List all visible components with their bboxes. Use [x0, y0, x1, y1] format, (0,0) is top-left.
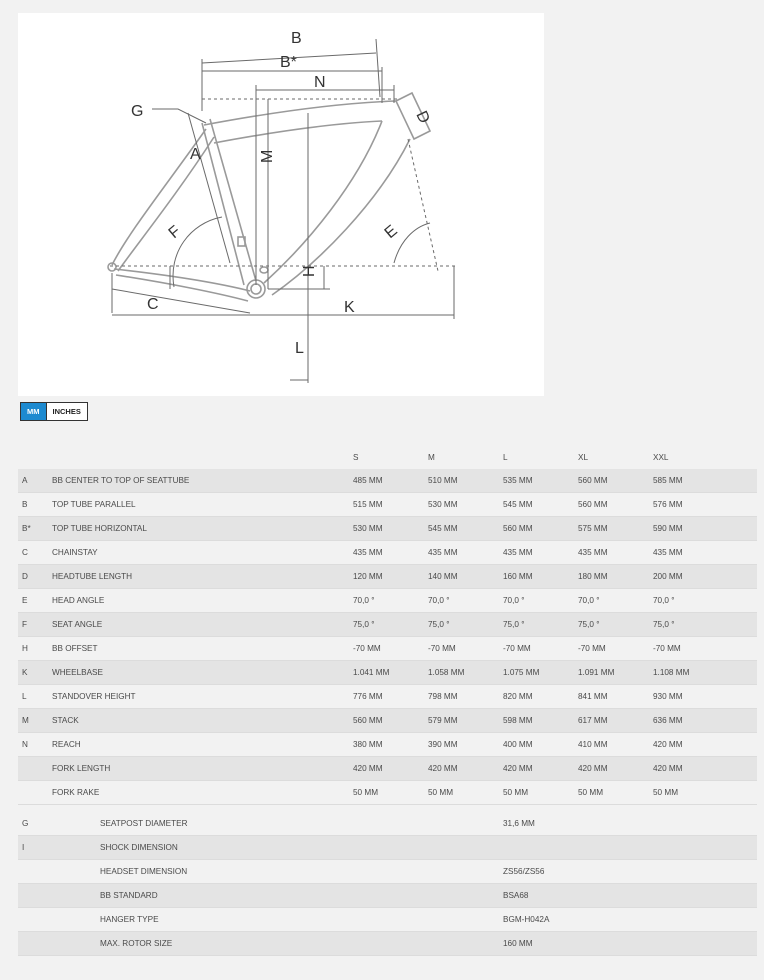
unit-toggle[interactable]	[20, 402, 88, 421]
spec-name: SEATPOST DIAMETER	[100, 819, 188, 828]
row-value: 50 MM	[578, 788, 604, 797]
label-k: K	[344, 299, 355, 316]
row-value: 617 MM	[578, 716, 608, 725]
row-value: 420 MM	[503, 764, 533, 773]
row-value: 576 MM	[653, 500, 683, 509]
row-value: 579 MM	[428, 716, 458, 725]
spec-value: BSA68	[503, 891, 529, 900]
row-value: 50 MM	[428, 788, 454, 797]
table-row	[18, 661, 757, 685]
dim-c-line	[112, 289, 250, 313]
table-row	[18, 517, 757, 541]
row-code: C	[22, 548, 28, 557]
row-value: 560 MM	[578, 476, 608, 485]
g-leader	[152, 109, 206, 123]
row-value: 636 MM	[653, 716, 683, 725]
row-value: 390 MM	[428, 740, 458, 749]
row-value: -70 MM	[653, 644, 681, 653]
spec-value: BGM-H042A	[503, 915, 550, 924]
row-value: 70,0 °	[503, 596, 525, 605]
label-m: M	[259, 149, 276, 163]
spec-name: SHOCK DIMENSION	[100, 843, 178, 852]
row-value: 575 MM	[578, 524, 608, 533]
unit-mm-button[interactable]: MM	[21, 403, 46, 420]
row-value: 435 MM	[428, 548, 458, 557]
row-name: BB CENTER TO TOP OF SEATTUBE	[52, 476, 190, 485]
row-value: 510 MM	[428, 476, 458, 485]
row-name: STACK	[52, 716, 79, 725]
row-value: 598 MM	[503, 716, 533, 725]
row-value: 75,0 °	[578, 620, 600, 629]
spec-row	[18, 884, 757, 908]
spec-name: BB STANDARD	[100, 891, 158, 900]
spec-code: G	[22, 819, 29, 828]
spec-row	[18, 932, 757, 956]
size-header-xxl: XXL	[653, 453, 669, 462]
row-code: D	[22, 572, 28, 581]
spec-table	[18, 812, 757, 956]
chain-stay-line	[114, 269, 250, 291]
row-value: 435 MM	[578, 548, 608, 557]
row-name: TOP TUBE PARALLEL	[52, 500, 136, 509]
row-value: 798 MM	[428, 692, 458, 701]
size-header-l: L	[503, 453, 508, 462]
row-code: M	[22, 716, 29, 725]
unit-inches-button[interactable]: INCHES	[46, 403, 87, 420]
row-value: 200 MM	[653, 572, 683, 581]
table-row	[18, 565, 757, 589]
dim-b-ext-right	[376, 39, 380, 97]
table-row	[18, 541, 757, 565]
geometry-table-header	[18, 446, 757, 469]
row-value: 50 MM	[503, 788, 529, 797]
row-value: 420 MM	[653, 740, 683, 749]
label-d: D	[412, 108, 433, 127]
row-name: HEAD ANGLE	[52, 596, 105, 605]
row-code: A	[22, 476, 28, 485]
row-value: 420 MM	[428, 764, 458, 773]
table-row	[18, 781, 757, 805]
row-value: 545 MM	[428, 524, 458, 533]
row-value: 420 MM	[653, 764, 683, 773]
row-value: 160 MM	[503, 572, 533, 581]
label-c: C	[147, 296, 159, 313]
label-g: G	[131, 103, 144, 120]
row-value: 70,0 °	[653, 596, 675, 605]
row-value: 75,0 °	[503, 620, 525, 629]
row-value: 585 MM	[653, 476, 683, 485]
row-value: 485 MM	[353, 476, 383, 485]
row-value: 1.041 MM	[353, 668, 390, 677]
row-value: 420 MM	[578, 764, 608, 773]
row-value: 50 MM	[353, 788, 379, 797]
row-value: 1.058 MM	[428, 668, 465, 677]
row-value: -70 MM	[578, 644, 606, 653]
spec-name: MAX. ROTOR SIZE	[100, 939, 173, 948]
row-code: B	[22, 500, 28, 509]
row-name: WHEELBASE	[52, 668, 103, 677]
down-tube-line-2	[272, 139, 410, 295]
row-name: TOP TUBE HORIZONTAL	[52, 524, 147, 533]
row-value: 776 MM	[353, 692, 383, 701]
row-value: 75,0 °	[353, 620, 375, 629]
row-value: 1.108 MM	[653, 668, 690, 677]
label-l: L	[295, 340, 304, 357]
table-row	[18, 493, 757, 517]
table-row	[18, 685, 757, 709]
spec-name: HEADSET DIMENSION	[100, 867, 188, 876]
angle-e-arc	[394, 223, 430, 263]
size-header-s: S	[353, 453, 359, 462]
row-value: 50 MM	[653, 788, 679, 797]
spec-row	[18, 836, 757, 860]
cable-port	[260, 267, 268, 273]
label-h: H	[301, 265, 318, 277]
row-value: 180 MM	[578, 572, 608, 581]
table-row	[18, 637, 757, 661]
frame-geometry-diagram	[18, 13, 544, 396]
label-f: F	[165, 222, 185, 243]
chain-stay-line-2	[116, 275, 248, 301]
size-header-row	[18, 446, 757, 469]
row-code: B*	[22, 524, 31, 533]
row-code: L	[22, 692, 27, 701]
label-b-star: B*	[280, 54, 297, 71]
table-row	[18, 733, 757, 757]
row-value: 560 MM	[503, 524, 533, 533]
row-value: 820 MM	[503, 692, 533, 701]
spec-name: HANGER TYPE	[100, 915, 159, 924]
row-value: -70 MM	[503, 644, 531, 653]
row-name: FORK LENGTH	[52, 764, 111, 773]
fork-axis-dashed	[408, 139, 438, 271]
row-name: HEADTUBE LENGTH	[52, 572, 133, 581]
row-value: 515 MM	[353, 500, 383, 509]
table-row	[18, 757, 757, 781]
row-name: REACH	[52, 740, 81, 749]
spec-code: I	[22, 843, 25, 852]
row-code: E	[22, 596, 28, 605]
bottom-bracket-inner	[251, 284, 261, 294]
label-b: B	[291, 30, 302, 47]
row-value: 435 MM	[503, 548, 533, 557]
table-row	[18, 589, 757, 613]
row-name: FORK RAKE	[52, 788, 100, 797]
seat-tube-line-2	[210, 119, 256, 281]
row-name: STANDOVER HEIGHT	[52, 692, 136, 701]
row-code: H	[22, 644, 28, 653]
geometry-table	[18, 469, 757, 805]
frame-svg	[18, 13, 544, 396]
table-row	[18, 709, 757, 733]
spec-row	[18, 860, 757, 884]
row-name: SEAT ANGLE	[52, 620, 103, 629]
row-code: N	[22, 740, 28, 749]
spec-value: 160 MM	[503, 939, 533, 948]
row-value: 530 MM	[428, 500, 458, 509]
row-value: 70,0 °	[353, 596, 375, 605]
row-value: 120 MM	[353, 572, 383, 581]
row-name: CHAINSTAY	[52, 548, 98, 557]
table-row	[18, 469, 757, 493]
row-value: 1.075 MM	[503, 668, 540, 677]
row-value: 70,0 °	[578, 596, 600, 605]
row-value: -70 MM	[353, 644, 381, 653]
row-value: 841 MM	[578, 692, 608, 701]
row-value: 590 MM	[653, 524, 683, 533]
row-value: -70 MM	[428, 644, 456, 653]
row-value: 435 MM	[653, 548, 683, 557]
row-value: 530 MM	[353, 524, 383, 533]
size-header-m: M	[428, 453, 435, 462]
spec-row	[18, 812, 757, 836]
row-value: 75,0 °	[653, 620, 675, 629]
table-row	[18, 613, 757, 637]
spec-value: ZS56/ZS56	[503, 867, 545, 876]
label-a: A	[190, 146, 201, 163]
row-value: 930 MM	[653, 692, 683, 701]
row-value: 535 MM	[503, 476, 533, 485]
row-value: 400 MM	[503, 740, 533, 749]
label-n: N	[314, 74, 326, 91]
row-value: 560 MM	[353, 716, 383, 725]
row-value: 75,0 °	[428, 620, 450, 629]
row-value: 410 MM	[578, 740, 608, 749]
row-value: 560 MM	[578, 500, 608, 509]
spec-row	[18, 908, 757, 932]
row-value: 1.091 MM	[578, 668, 615, 677]
row-value: 545 MM	[503, 500, 533, 509]
label-e: E	[381, 222, 401, 243]
row-value: 380 MM	[353, 740, 383, 749]
top-tube-line-2	[214, 121, 382, 143]
seat-tube-line	[202, 123, 244, 285]
row-value: 140 MM	[428, 572, 458, 581]
row-code: K	[22, 668, 28, 677]
dim-a-line	[188, 113, 230, 263]
spec-value: 31,6 MM	[503, 819, 535, 828]
row-value: 70,0 °	[428, 596, 450, 605]
size-header-xl: XL	[578, 453, 589, 462]
down-tube-line	[264, 121, 382, 283]
row-code: F	[22, 620, 28, 629]
row-value: 435 MM	[353, 548, 383, 557]
row-name: BB OFFSET	[52, 644, 98, 653]
row-value: 420 MM	[353, 764, 383, 773]
angle-f-arc	[173, 217, 222, 287]
